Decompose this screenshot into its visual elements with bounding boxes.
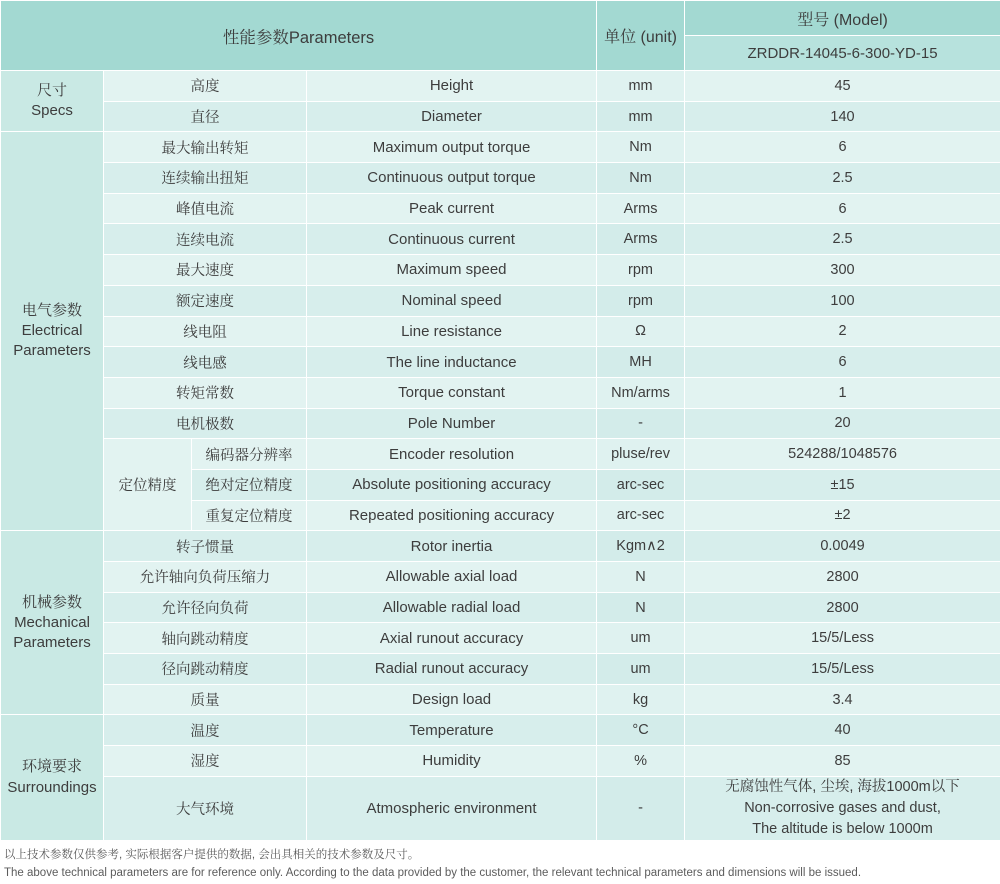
table-row <box>1 163 1000 194</box>
row-value: 85 <box>685 746 1000 777</box>
table-row <box>1 224 1000 255</box>
row-label-cn: 线电感 <box>104 347 307 378</box>
row-value: ±15 <box>685 469 1000 500</box>
row-label-cn: 允许轴向负荷压缩力 <box>104 562 307 593</box>
row-value: 20 <box>685 408 1000 439</box>
row-value: 100 <box>685 285 1000 316</box>
row-unit: - <box>597 776 685 840</box>
row-unit: pluse/rev <box>597 439 685 470</box>
row-unit: Kgm∧2 <box>597 531 685 562</box>
row-label-cn: 径向跳动精度 <box>104 654 307 685</box>
row-unit: arc-sec <box>597 469 685 500</box>
table-row <box>1 654 1000 685</box>
header-unit: 单位 (unit) <box>597 1 685 71</box>
row-label-cn: 直径 <box>104 101 307 132</box>
row-label-en: Maximum speed <box>307 255 597 286</box>
row-unit: um <box>597 623 685 654</box>
row-value: 1 <box>685 377 1000 408</box>
atmospheric-value-line2: Non-corrosive gases and dust, <box>744 799 941 816</box>
table-row-atmospheric <box>1 776 1000 840</box>
row-label-cn: 编码器分辨率 <box>192 439 307 470</box>
row-label-cn: 连续输出扭矩 <box>104 163 307 194</box>
row-value: 2 <box>685 316 1000 347</box>
row-unit: arc-sec <box>597 500 685 531</box>
row-label-en: Rotor inertia <box>307 531 597 562</box>
row-label-en: Temperature <box>307 715 597 746</box>
footnote-en: The above technical parameters are for reference only. According to the data provided by the customer, the relevant technical parameters and dimensions will be issued. <box>4 866 862 879</box>
row-label-cn: 电机极数 <box>104 408 307 439</box>
row-unit: MH <box>597 347 685 378</box>
row-unit: rpm <box>597 255 685 286</box>
row-value: 15/5/Less <box>685 623 1000 654</box>
row-label-en: Pole Number <box>307 408 597 439</box>
table-row <box>1 684 1000 715</box>
row-value: 2.5 <box>685 224 1000 255</box>
row-unit: Nm/arms <box>597 377 685 408</box>
row-label-cn: 轴向跳动精度 <box>104 623 307 654</box>
row-label-cn: 湿度 <box>104 746 307 777</box>
row-unit: Arms <box>597 193 685 224</box>
row-unit: % <box>597 746 685 777</box>
row-unit: mm <box>597 71 685 102</box>
row-label-cn: 绝对定位精度 <box>192 469 307 500</box>
group-surroundings <box>1 715 104 840</box>
table-row <box>1 347 1000 378</box>
row-label-cn: 最大速度 <box>104 255 307 286</box>
table-row <box>1 101 1000 132</box>
row-label-en: Height <box>307 71 597 102</box>
group-mechanical-cn: 机械参数 <box>21 593 82 611</box>
table-row <box>1 715 1000 746</box>
row-value: 140 <box>685 101 1000 132</box>
table-row <box>1 592 1000 623</box>
group-electrical-en2: Parameters <box>13 342 91 360</box>
row-label-cn: 允许径向负荷 <box>104 592 307 623</box>
row-label-en: Axial runout accuracy <box>307 623 597 654</box>
table-row <box>1 562 1000 593</box>
row-label-cn: 连续电流 <box>104 224 307 255</box>
row-label-cn: 转子惯量 <box>104 531 307 562</box>
row-unit: Ω <box>597 316 685 347</box>
row-label-en: Allowable axial load <box>307 562 597 593</box>
row-label-en: Continuous current <box>307 224 597 255</box>
row-value: 6 <box>685 347 1000 378</box>
footnote <box>0 841 1000 883</box>
table-row <box>1 132 1000 163</box>
row-label-cn: 最大输出转矩 <box>104 132 307 163</box>
row-unit: mm <box>597 101 685 132</box>
row-label-en: The line inductance <box>307 347 597 378</box>
row-value: 2.5 <box>685 163 1000 194</box>
row-value: 45 <box>685 71 1000 102</box>
row-label-en: Design load <box>307 684 597 715</box>
table-row <box>1 377 1000 408</box>
row-value: 40 <box>685 715 1000 746</box>
header-parameters: 性能参数Parameters <box>1 1 597 71</box>
row-label-en: Nominal speed <box>307 285 597 316</box>
group-specs <box>1 71 104 132</box>
row-unit: kg <box>597 684 685 715</box>
group-mechanical <box>1 531 104 715</box>
group-electrical-en1: Electrical <box>21 322 83 340</box>
table-row <box>1 531 1000 562</box>
row-unit: um <box>597 654 685 685</box>
row-unit: N <box>597 562 685 593</box>
row-label-en: Encoder resolution <box>307 439 597 470</box>
row-label-cn: 温度 <box>104 715 307 746</box>
row-label-en: Repeated positioning accuracy <box>307 500 597 531</box>
row-label-cn: 质量 <box>104 684 307 715</box>
row-label-cn: 大气环境 <box>104 776 307 840</box>
row-value: 0.0049 <box>685 531 1000 562</box>
row-unit: Nm <box>597 132 685 163</box>
row-label-en: Continuous output torque <box>307 163 597 194</box>
row-value: ±2 <box>685 500 1000 531</box>
row-unit: Nm <box>597 163 685 194</box>
row-value: 2800 <box>685 592 1000 623</box>
row-label-en: Humidity <box>307 746 597 777</box>
table-row <box>1 316 1000 347</box>
group-surroundings-en: Surroundings <box>7 778 97 796</box>
row-label-en: Absolute positioning accuracy <box>307 469 597 500</box>
row-label-en: Torque constant <box>307 377 597 408</box>
row-label-en: Maximum output torque <box>307 132 597 163</box>
row-unit: °C <box>597 715 685 746</box>
row-label-en: Peak current <box>307 193 597 224</box>
row-value <box>685 776 1000 840</box>
row-unit: N <box>597 592 685 623</box>
subgroup-positioning-accuracy: 定位精度 <box>104 439 192 531</box>
header-model-label: 型号 (Model) <box>685 1 1000 36</box>
group-electrical-cn: 电气参数 <box>21 301 82 319</box>
group-electrical <box>1 132 104 531</box>
table-row <box>1 285 1000 316</box>
row-label-cn: 高度 <box>104 71 307 102</box>
row-unit: rpm <box>597 285 685 316</box>
table-row <box>1 193 1000 224</box>
row-label-en: Diameter <box>307 101 597 132</box>
group-surroundings-cn: 环境要求 <box>21 758 82 776</box>
row-unit: Arms <box>597 224 685 255</box>
row-unit: - <box>597 408 685 439</box>
row-value: 3.4 <box>685 684 1000 715</box>
row-label-en: Allowable radial load <box>307 592 597 623</box>
row-label-cn: 转矩常数 <box>104 377 307 408</box>
row-label-cn: 重复定位精度 <box>192 500 307 531</box>
atmospheric-value-line1: 无腐蚀性气体, 尘埃, 海拔1000m以下 <box>725 778 960 795</box>
group-mechanical-en1: Mechanical <box>14 613 90 631</box>
group-specs-cn: 尺寸 <box>36 81 67 99</box>
group-specs-en: Specs <box>31 102 73 120</box>
row-value: 524288/1048576 <box>685 439 1000 470</box>
atmospheric-value-line3: The altitude is below 1000m <box>752 820 933 837</box>
table-row <box>1 408 1000 439</box>
table-row <box>1 71 1000 102</box>
header-model-value: ZRDDR-14045-6-300-YD-15 <box>685 36 1000 71</box>
row-label-en: Line resistance <box>307 316 597 347</box>
table-row <box>1 439 1000 470</box>
row-label-cn: 线电阻 <box>104 316 307 347</box>
row-label-cn: 额定速度 <box>104 285 307 316</box>
row-value: 6 <box>685 193 1000 224</box>
table-row <box>1 746 1000 777</box>
footnote-cn: 以上技术参数仅供参考, 实际根据客户提供的数据, 会出具相关的技术参数及尺寸。 <box>4 848 420 861</box>
row-value: 6 <box>685 132 1000 163</box>
table-row <box>1 255 1000 286</box>
row-value: 15/5/Less <box>685 654 1000 685</box>
row-value: 2800 <box>685 562 1000 593</box>
row-label-en: Atmospheric environment <box>307 776 597 840</box>
row-label-cn: 峰值电流 <box>104 193 307 224</box>
group-mechanical-en2: Parameters <box>13 634 91 651</box>
row-label-en: Radial runout accuracy <box>307 654 597 685</box>
table-row <box>1 623 1000 654</box>
row-value: 300 <box>685 255 1000 286</box>
table-header-row <box>1 1 1000 36</box>
